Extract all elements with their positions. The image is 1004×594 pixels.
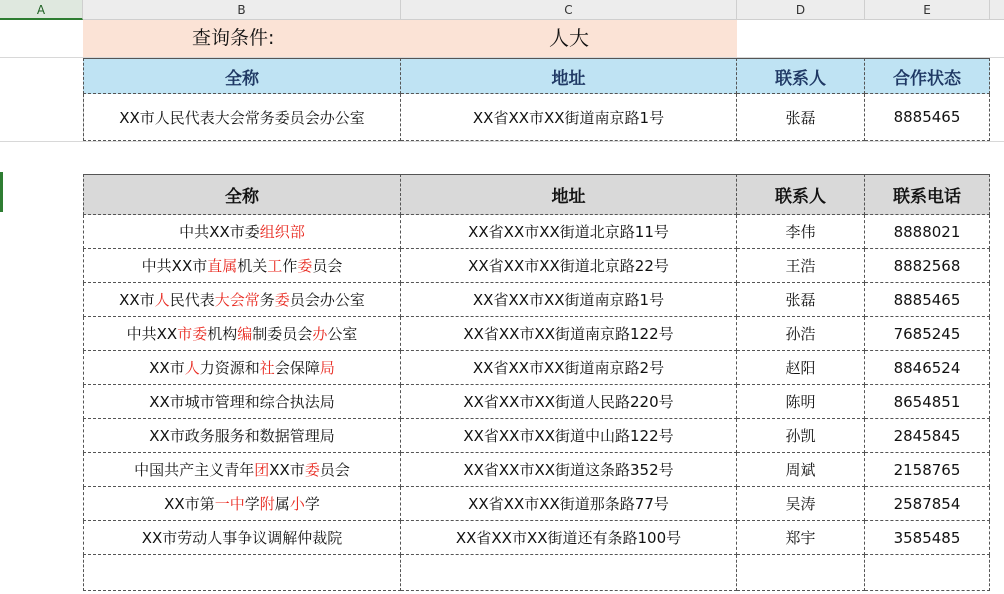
main-cell-contact[interactable]: 张磊 xyxy=(737,283,865,317)
column-header-filler xyxy=(990,0,1004,20)
main-cell-address[interactable]: XX省XX市XX街道中山路122号 xyxy=(401,419,737,453)
main-header-name[interactable]: 全称 xyxy=(83,174,401,215)
result-header-status[interactable]: 合作状态 xyxy=(865,58,990,94)
empty-cell[interactable] xyxy=(737,555,865,591)
column-letter: D xyxy=(795,3,806,17)
main-cell-name[interactable]: 中 共 X X 市 委 机 构 编 制 委 员 会 办 公 室 xyxy=(83,317,401,351)
main-header-address[interactable]: 地址 xyxy=(401,174,737,215)
main-cell-address[interactable]: XX省XX市XX街道人民路220号 xyxy=(401,385,737,419)
main-cell-contact[interactable]: 吴涛 xyxy=(737,487,865,521)
main-cell-phone[interactable]: 2158765 xyxy=(865,453,990,487)
query-label: 查询条件: xyxy=(192,27,275,49)
result-header-name[interactable]: 全称 xyxy=(83,58,401,94)
column-letter: E xyxy=(923,3,931,17)
main-cell-contact[interactable]: 李伟 xyxy=(737,215,865,249)
main-cell-address[interactable]: XX省XX市XX街道这条路352号 xyxy=(401,453,737,487)
column-letter: A xyxy=(36,3,46,17)
main-cell-address[interactable]: XX省XX市XX街道南京路2号 xyxy=(401,351,737,385)
main-cell-contact[interactable]: 孙凯 xyxy=(737,419,865,453)
result-cell-name[interactable]: XX市人民代表大会常务委员会办公室 xyxy=(83,94,401,141)
main-cell-address[interactable]: XX省XX市XX街道南京路1号 xyxy=(401,283,737,317)
main-cell-contact[interactable]: 王浩 xyxy=(737,249,865,283)
column-header-a[interactable] xyxy=(0,0,83,20)
main-cell-address[interactable]: XX省XX市XX街道北京路11号 xyxy=(401,215,737,249)
main-cell-name[interactable]: X X 市 第 一 中 学 附 属 小 学 xyxy=(83,487,401,521)
main-cell-address[interactable]: XX省XX市XX街道北京路22号 xyxy=(401,249,737,283)
column-header-d[interactable] xyxy=(737,0,865,20)
column-header-b[interactable] xyxy=(83,0,401,20)
main-header-phone[interactable]: 联系电话 xyxy=(865,174,990,215)
result-cell-status[interactable]: 8885465 xyxy=(865,94,990,141)
main-cell-name[interactable]: 中 共 X X 市 委 组 织 部 xyxy=(83,215,401,249)
result-header-contact[interactable]: 联系人 xyxy=(737,58,865,94)
main-cell-contact[interactable]: 周斌 xyxy=(737,453,865,487)
main-cell-phone[interactable]: 8846524 xyxy=(865,351,990,385)
result-cell-address[interactable]: XX省XX市XX街道南京路1号 xyxy=(401,94,737,141)
main-cell-name[interactable]: 中 共 X X 市 直 属 机 关 工 作 委 员 会 xyxy=(83,249,401,283)
main-cell-phone[interactable]: 8654851 xyxy=(865,385,990,419)
main-cell-name[interactable]: XX市劳动人事争议调解仲裁院 xyxy=(83,521,401,555)
main-cell-name[interactable]: 中 国 共 产 主 义 青 年 团 X X 市 委 员 会 xyxy=(83,453,401,487)
main-cell-contact[interactable]: 孙浩 xyxy=(737,317,865,351)
main-cell-phone[interactable]: 3585485 xyxy=(865,521,990,555)
main-cell-name[interactable]: XX市城市管理和综合执法局 xyxy=(83,385,401,419)
main-cell-address[interactable]: XX省XX市XX街道那条路77号 xyxy=(401,487,737,521)
main-cell-phone[interactable]: 8882568 xyxy=(865,249,990,283)
row-selection-indicator xyxy=(0,172,3,212)
column-letter: B xyxy=(237,3,246,17)
empty-cell[interactable] xyxy=(83,555,401,591)
empty-cell[interactable] xyxy=(401,555,737,591)
main-cell-address[interactable]: XX省XX市XX街道还有条路100号 xyxy=(401,521,737,555)
result-cell-contact[interactable]: 张磊 xyxy=(737,94,865,141)
main-cell-address[interactable]: XX省XX市XX街道南京路122号 xyxy=(401,317,737,351)
main-cell-phone[interactable]: 2587854 xyxy=(865,487,990,521)
main-cell-phone[interactable]: 7685245 xyxy=(865,317,990,351)
gridline-h xyxy=(0,141,1004,142)
result-header-address[interactable]: 地址 xyxy=(401,58,737,94)
main-cell-contact[interactable]: 陈明 xyxy=(737,385,865,419)
main-cell-phone[interactable]: 8885465 xyxy=(865,283,990,317)
main-cell-phone[interactable]: 8888021 xyxy=(865,215,990,249)
main-cell-phone[interactable]: 2845845 xyxy=(865,419,990,453)
main-cell-name[interactable]: X X 市 人 民 代 表 大 会 常 务 委 员 会 办 公 室 xyxy=(83,283,401,317)
main-header-contact[interactable]: 联系人 xyxy=(737,174,865,215)
main-cell-name[interactable]: X X 市 人 力 资 源 和 社 会 保 障 局 xyxy=(83,351,401,385)
main-cell-contact[interactable]: 赵阳 xyxy=(737,351,865,385)
main-cell-name[interactable]: XX市政务服务和数据管理局 xyxy=(83,419,401,453)
column-header-c[interactable] xyxy=(401,0,737,20)
column-letter: C xyxy=(564,3,573,17)
empty-cell[interactable] xyxy=(865,555,990,591)
column-header-e[interactable] xyxy=(865,0,990,20)
query-value-cell[interactable]: 人大 xyxy=(549,26,589,50)
main-cell-contact[interactable]: 郑宇 xyxy=(737,521,865,555)
